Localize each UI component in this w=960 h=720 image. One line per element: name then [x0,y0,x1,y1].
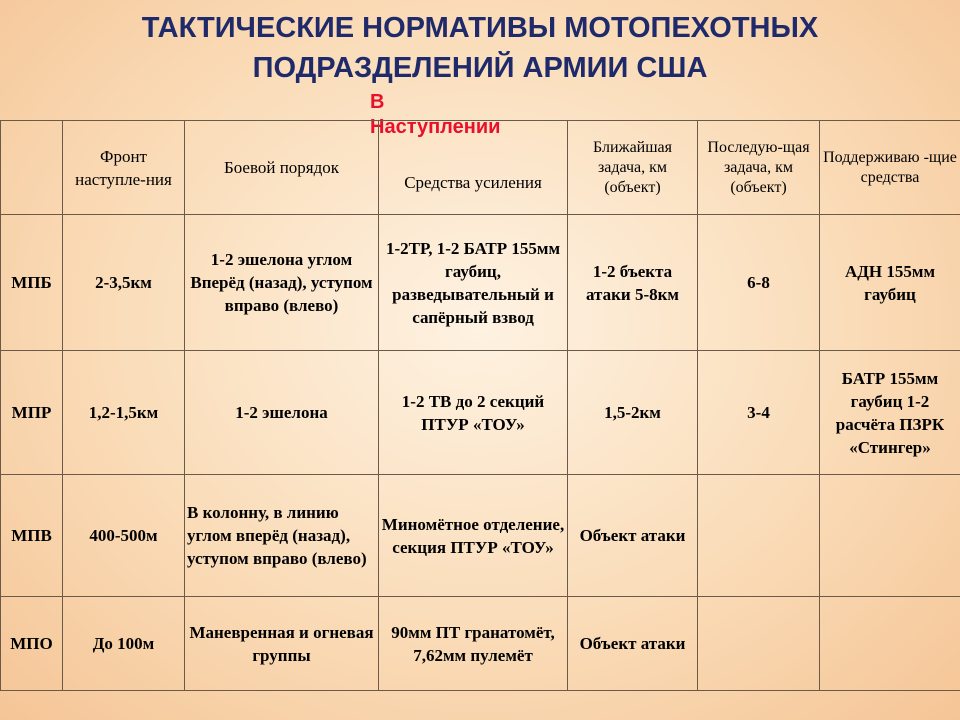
cell-immediate: 1-2 бъекта атаки 5-8км [568,215,698,351]
cell-immediate: Объект атаки [568,475,698,597]
table-row [1,215,960,351]
cell-subsequent: 3-4 [698,351,820,475]
cell-support [820,597,960,691]
cell-reinforcement: 1-2ТР, 1-2 БАТР 155мм гаубиц, разведывательный и сапёрный взвод [379,215,568,351]
section-subtitle-line-2: Наступлении [370,116,501,138]
cell-subsequent [698,597,820,691]
cell-reinforcement: 90мм ПТ гранатомёт, 7,62мм пулемёт [379,597,568,691]
header-cell-front: Фронт наступле-ния [63,121,185,215]
cell-support: АДН 155мм гаубиц [820,215,960,351]
cell-order: 1-2 эшелона углом Вперёд (назад), уступом вправо (влево) [185,215,379,351]
cell-front: До 100м [63,597,185,691]
norms-table [0,120,960,691]
table-row [1,475,960,597]
cell-support [820,475,960,597]
header-cell-reinforcement: Средства усиления [379,121,568,215]
cell-subsequent [698,475,820,597]
cell-order: В колонну, в линию углом вперёд (назад), уступом вправо (влево) [185,475,379,597]
cell-order: Маневренная и огневая группы [185,597,379,691]
header-cell-subsequent: Последую-щая задача, км (объект) [698,121,820,215]
header-cell-support: Поддерживаю -щие средства [820,121,960,215]
cell-immediate: Объект атаки [568,597,698,691]
page-title-line-1: ТАКТИЧЕСКИЕ НОРМАТИВЫ МОТОПЕХОТНЫХ [141,12,819,44]
cell-order: 1-2 эшелона [185,351,379,475]
table-row [1,597,960,691]
cell-unit: МПВ [1,475,63,597]
cell-reinforcement: 1-2 ТВ до 2 секций ПТУР «ТОУ» [379,351,568,475]
header-cell-immediate: Ближайшая задача, км (объект) [568,121,698,215]
cell-front: 400-500м [63,475,185,597]
page-title-line-2: ПОДРАЗДЕЛЕНИЙ АРМИИ США [252,52,708,84]
cell-subsequent: 6-8 [698,215,820,351]
cell-front: 1,2-1,5км [63,351,185,475]
cell-immediate: 1,5-2км [568,351,698,475]
header-cell-order: Боевой порядок [185,121,379,215]
table-row [1,351,960,475]
cell-front: 2-3,5км [63,215,185,351]
cell-unit: МПР [1,351,63,475]
cell-reinforcement: Миномётное отделение, секция ПТУР «ТОУ» [379,475,568,597]
cell-support: БАТР 155мм гаубиц 1-2 расчёта ПЗРК «Стингер» [820,351,960,475]
cell-unit: МПБ [1,215,63,351]
section-subtitle-line-1: В [370,91,385,113]
header-row [1,121,960,215]
header-cell-unit [1,121,63,215]
cell-unit: МПО [1,597,63,691]
page-title [0,8,960,88]
